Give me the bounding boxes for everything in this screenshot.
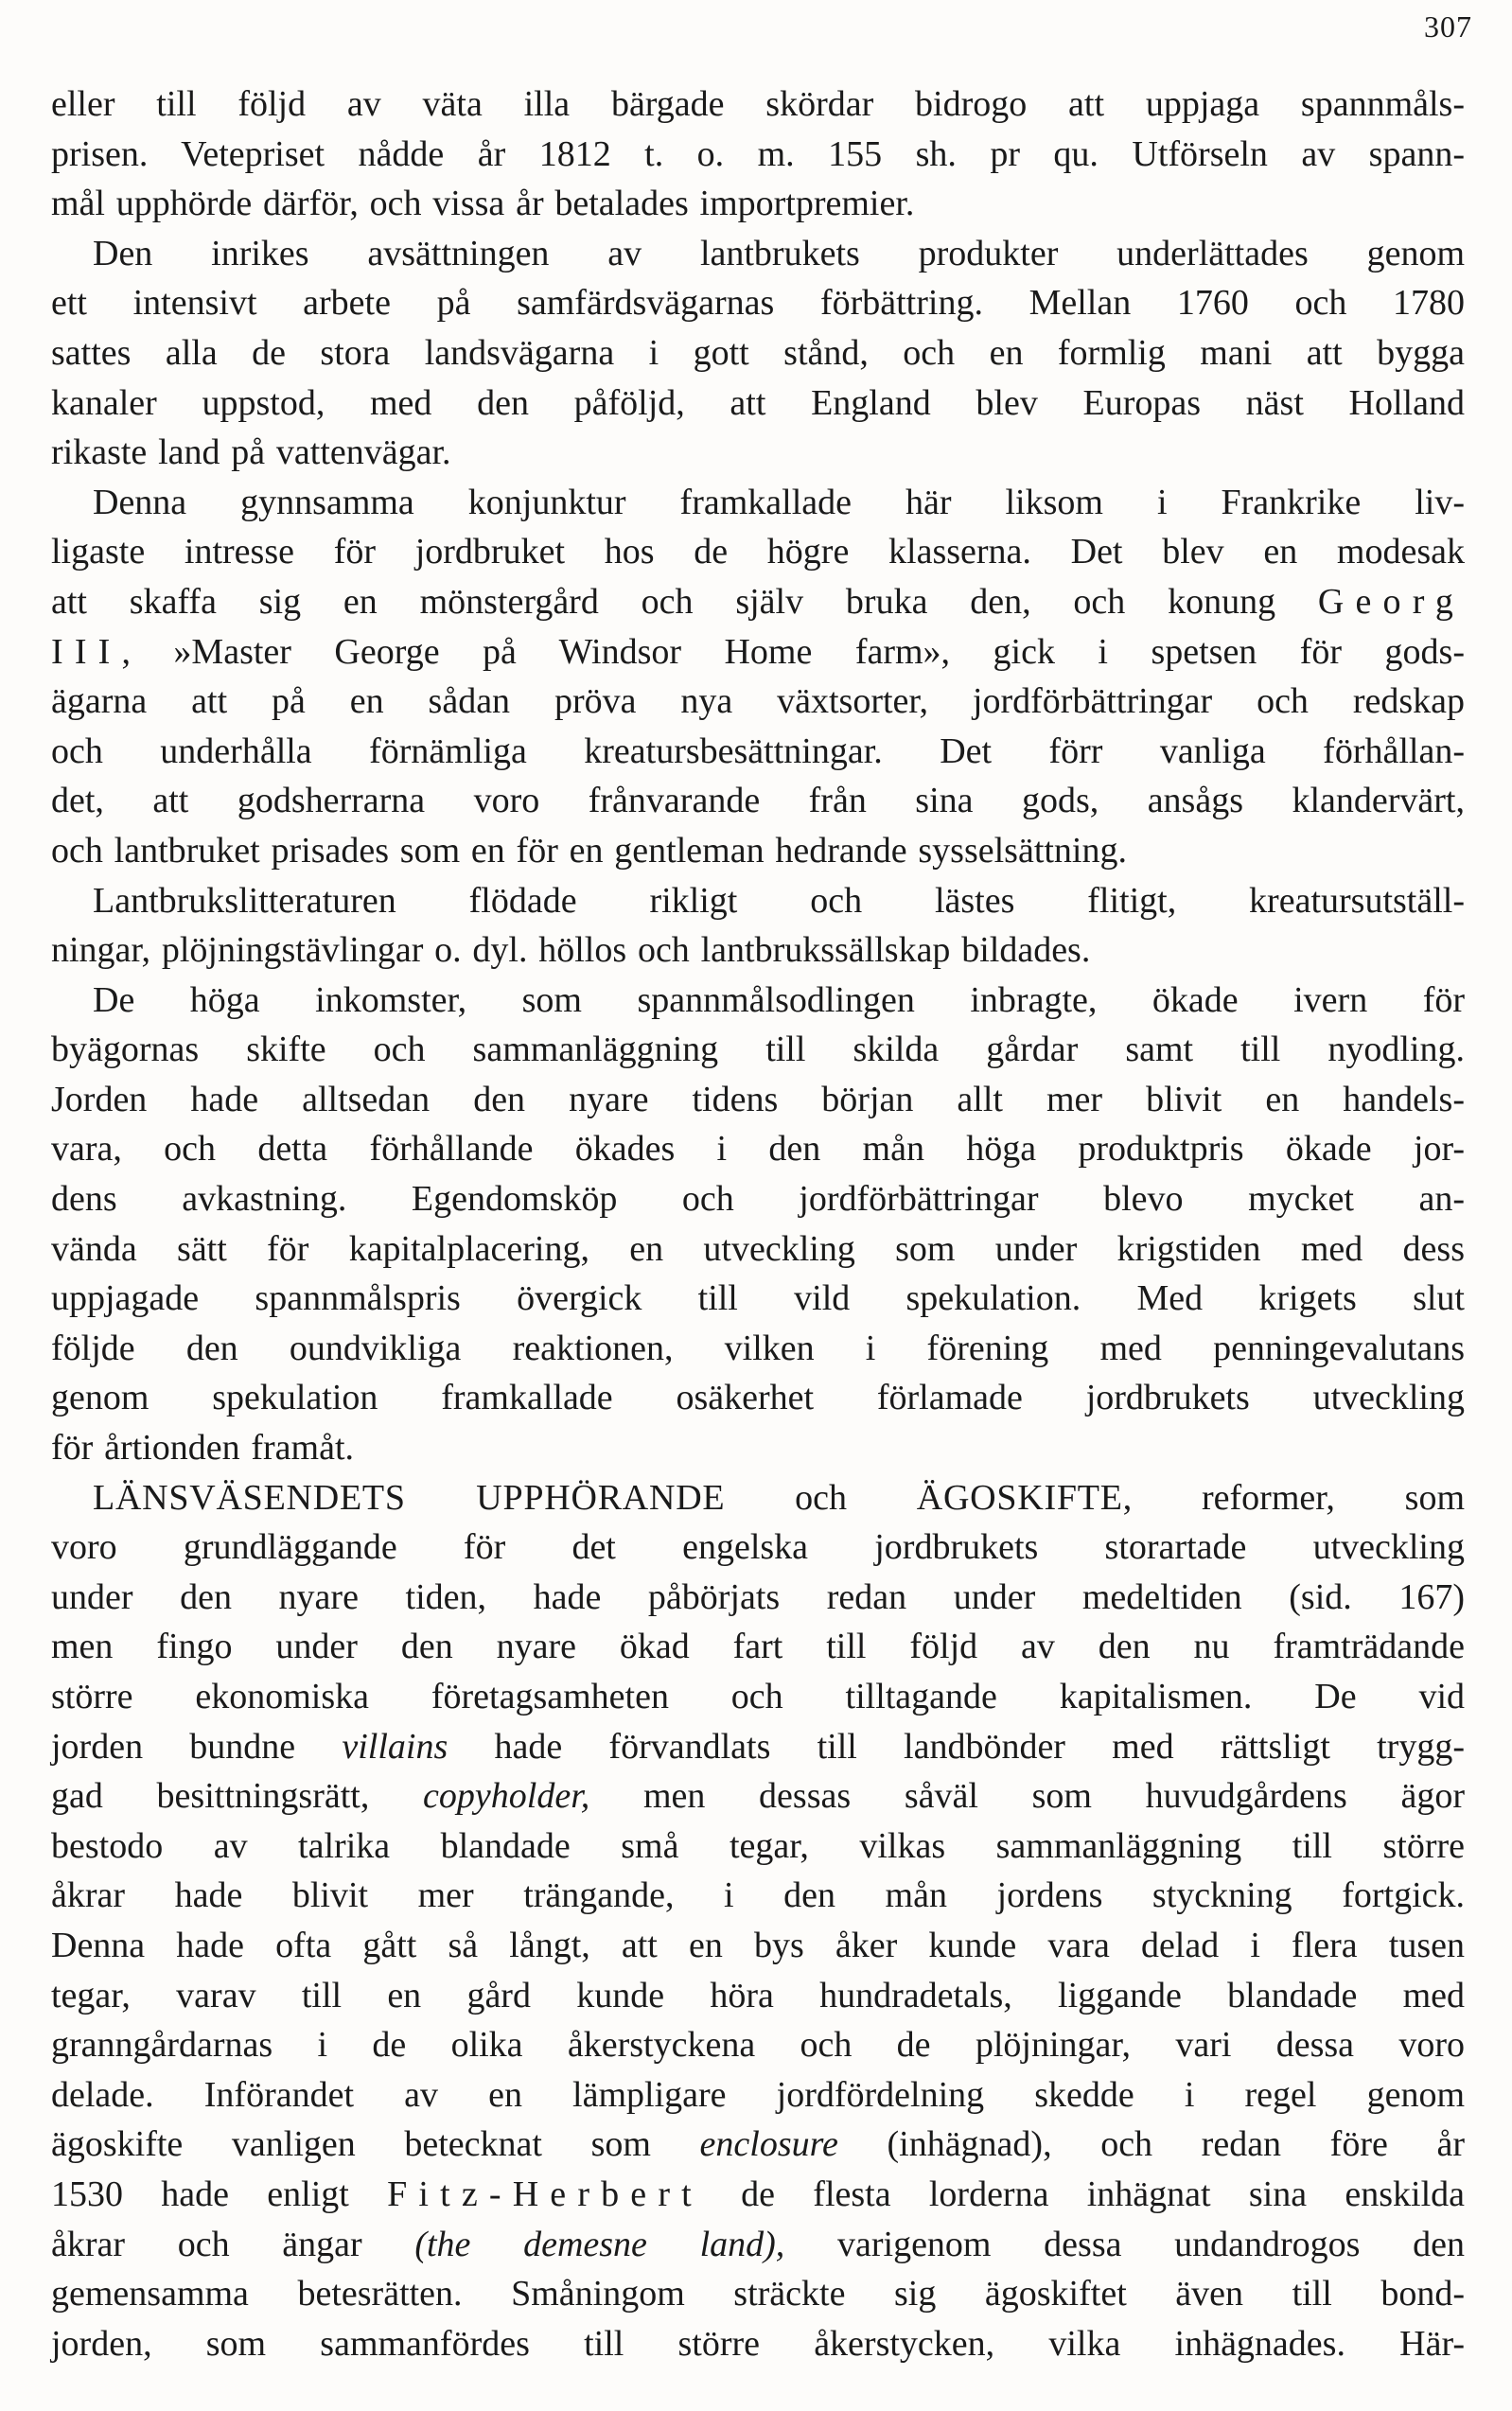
text-line: delade. Införandet av en lämpligare jordfördelning skedde i regel genom [51, 2074, 1465, 2115]
spaced-name: Georg [1317, 581, 1465, 622]
section-heading: LÄNSVÄSENDETS UPPHÖRANDE [93, 1477, 726, 1518]
text-line: ett intensivt arbete på samfärdsvägarnas förbättring. Mellan 1760 och 1780 [51, 283, 1465, 324]
text-line: större ekonomiska företagsamheten och tilltagande kapitalismen. De vid [51, 1677, 1465, 1716]
text-line: vända sätt för kapitalplacering, en utveckling som under krigstiden med dess [51, 1228, 1465, 1269]
text-line: åkrar hade blivit mer trängande, i den mån jordens styckning fortgick. [51, 1875, 1465, 1916]
section-heading: ÄGOSKIFTE [916, 1477, 1123, 1518]
text-line: voro grundläggande för det engelska jordbrukets storartade utveckling [51, 1527, 1465, 1568]
text-run: , reformer, som [1122, 1477, 1465, 1518]
text-line: följde den oundvikliga reaktionen, vilken i förening med penningevalutans [51, 1328, 1465, 1368]
page-number: 307 [1424, 9, 1472, 44]
spaced-name: III [51, 631, 122, 672]
text-line: sattes alla de stora landsvägarna i gott stånd, och en formlig mani att bygga [51, 332, 1465, 373]
text-line [51, 577, 1465, 627]
text-line: och underhålla förnämliga kreatursbesättningar. Det förr vanliga förhållan- [51, 730, 1465, 771]
text-line: kanaler uppstod, med den påföljd, att England blev Europas näst Holland [51, 382, 1465, 423]
text-line: för årtionden framåt. [51, 1428, 355, 1469]
text-line: granngårdarnas i de olika åkerstyckena och de plöjningar, vari dessa voro [51, 2025, 1465, 2066]
text-run: ägoskifte vanligen betecknat som [51, 2124, 700, 2165]
text-line: Denna gynnsamma konjunktur framkallade här liksom i Frankrike liv- [93, 482, 1465, 522]
text-line: under den nyare tiden, hade påbörjats redan under medeltiden (sid. 167) [51, 1576, 1465, 1617]
italic-term: copyholder, [423, 1776, 590, 1817]
text-line: uppjagade spannmålspris övergick till vild spekulation. Med krigets slut [51, 1278, 1465, 1319]
text-line: och lantbruket prisades som en för en gentleman hedrande sysselsättning. [51, 830, 1127, 871]
text-line: det, att godsherrarna voro frånvarande från sina gods, ansågs klandervärt, [51, 781, 1465, 821]
body-text [51, 79, 1465, 2368]
text-line: dens avkastning. Egendomsköp och jordförbättringar blevo mycket an- [51, 1179, 1465, 1220]
text-line: tegar, varav till en gård kunde höra hundradetals, liggande blandade med [51, 1975, 1465, 2015]
italic-term: enclosure [699, 2124, 838, 2165]
text-run: (inhägnad), och redan före år [837, 2124, 1465, 2165]
text-run: 1530 hade enligt [51, 2173, 388, 2214]
text-line: rikaste land på vattenvägar. [51, 432, 451, 473]
text-run: jorden bundne [51, 1726, 343, 1767]
text-line: jorden, som sammanfördes till större åkerstycken, vilka inhägnades. Här- [51, 2323, 1465, 2364]
text-line: Jorden hade alltsedan den nyare tidens början allt mer blivit en handels- [51, 1079, 1465, 1119]
text-run: , »Master George på Windsor Home farm», gick i spetsen för gods- [121, 631, 1465, 672]
text-line [51, 627, 1465, 678]
text-line: gemensamma betesrätten. Småningom sträckte sig ägoskiftet även till bond- [51, 2274, 1465, 2314]
text-line: eller till följd av väta illa bärgade skördar bidrogo att uppjaga spannmåls- [51, 84, 1465, 124]
text-line: prisen. Vetepriset nådde år 1812 t. o. m. 155 sh. pr qu. Utförseln av spann- [51, 133, 1465, 174]
text-line [51, 2120, 1465, 2170]
italic-term: (the demesne land), [414, 2224, 785, 2264]
text-line: bestodo av talrika blandade små tegar, vilkas sammanläggning till större [51, 1825, 1465, 1866]
text-line: byägornas skifte och sammanläggning till skilda gårdar samt till nyodling. [51, 1030, 1465, 1070]
text-run: de flesta lorderna inhägnat sina enskilda [702, 2173, 1465, 2214]
text-line: De höga inkomster, som spannmålsodlingen inbragte, ökade ivern för [93, 979, 1465, 1020]
text-line [51, 1722, 1465, 1772]
text-line: ningar, plöjningstävlingar o. dyl. höllos och lantbrukssällskap bildades. [51, 930, 1091, 971]
text-line: mål upphörde därför, och vissa år betalades importpremier. [51, 184, 915, 224]
text-run: att skaffa sig en mönstergård och själv bruka den, och konung [51, 581, 1276, 622]
text-line: ligaste intresse för jordbruket hos de högre klasserna. Det blev en modesak [51, 532, 1465, 572]
text-run: gad besittningsrätt, [51, 1776, 424, 1817]
text-line: Denna hade ofta gått så långt, att en bys åker kunde vara delad i flera tusen [51, 1925, 1465, 1965]
text-line [51, 1473, 1465, 1523]
italic-term: villains [342, 1726, 448, 1767]
text-line: men fingo under den nyare ökad fart till följd av den nu framträdande [51, 1627, 1465, 1667]
text-line [51, 2170, 1465, 2220]
text-run: hade förvandlats till landbönder med rättsligt trygg- [448, 1726, 1465, 1767]
spaced-name: Fitz-Herbert [387, 2173, 703, 2214]
text-line: vara, och detta förhållande ökades i den mån höga produktpris ökade jor- [51, 1129, 1465, 1170]
text-run: åkrar och ängar [51, 2224, 415, 2264]
text-line: Den inrikes avsättningen av lantbrukets produkter underlättades genom [93, 233, 1465, 273]
text-run: varigenom dessa undandrogos den [784, 2224, 1466, 2264]
text-line: ägarna att på en sådan pröva nya växtsorter, jordförbättringar och redskap [51, 681, 1465, 722]
text-line: Lantbrukslitteraturen flödade rikligt och lästes flitigt, kreatursutställ- [93, 880, 1465, 921]
text-line [51, 1771, 1465, 1821]
text-line [51, 2220, 1465, 2270]
text-line: genom spekulation framkallade osäkerhet förlamade jordbrukets utveckling [51, 1378, 1465, 1418]
text-run: och [725, 1477, 917, 1518]
text-run: men dessas såväl som huvudgårdens ägor [589, 1776, 1465, 1817]
